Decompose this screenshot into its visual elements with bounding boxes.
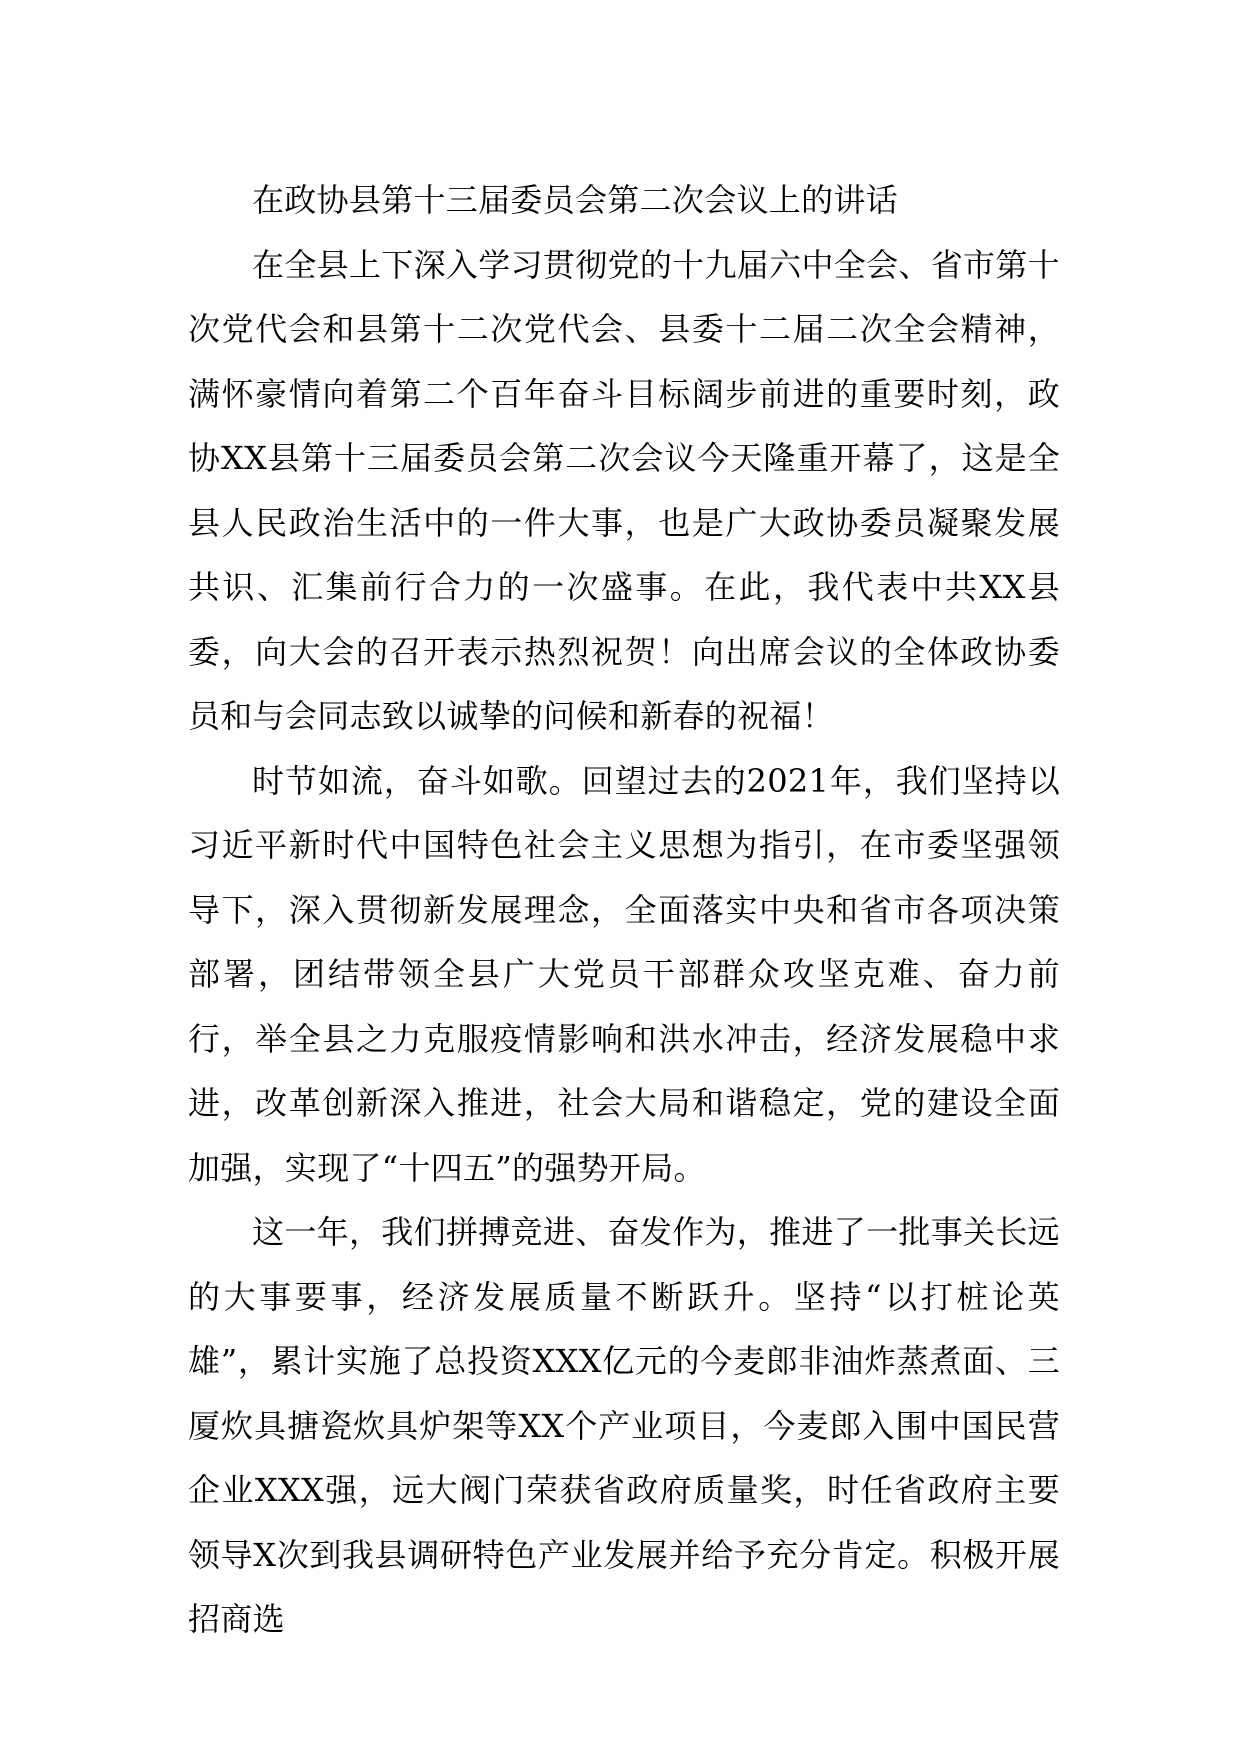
paragraph-opening: 在全县上下深入学习贯彻党的十九届六中全会、省市第十次党代会和县第十二次党代会、县委十二届二次全会精神，满怀豪情向着第二个百年奋斗目标阔步前进的重要时刻，政协XX县第十三届委员会第二次会议今天隆重开幕了，这是全县人民政治生活中的一件大事，也是广大政协委员凝聚发展共识、汇集前行合力的一次盛事。在此，我代表中共XX县委，向大会的召开表示热烈祝贺！向出席会议的全体政协委员和与会同志致以诚挚的问候和新春的祝福！ [188, 245, 1060, 735]
document-body [188, 168, 1060, 1652]
document-title: 在政协县第十三届委员会第二次会议上的讲话 [252, 181, 899, 219]
paragraph-achievements: 这一年，我们拼搏竞进、奋发作为，推进了一批事关长远的大事要事，经济发展质量不断跃升。坚持“以打桩论英雄”，累计实施了总投资XXX亿元的今麦郎非油炸蒸煮面、三厦炊具搪瓷炊具炉架等XX个产业项目，今麦郎入围中国民营企业XXX强，远大阀门荣获省政府质量奖，时任省政府主要领导X次到我县调研特色产业发展并给予充分肯定。积极开展招商选 [188, 1213, 1060, 1638]
paragraph-review: 时节如流，奋斗如歌。回望过去的2021年，我们坚持以习近平新时代中国特色社会主义思想为指引，在市委坚强领导下，深入贯彻新发展理念，全面落实中央和省市各项决策部署，团结带领全县广大党员干部群众攻坚克难、奋力前行，举全县之力克服疫情影响和洪水冲击，经济发展稳中求进，改革创新深入推进，社会大局和谐稳定，党的建设全面加强，实现了“十四五”的强势开局。 [188, 761, 1060, 1187]
